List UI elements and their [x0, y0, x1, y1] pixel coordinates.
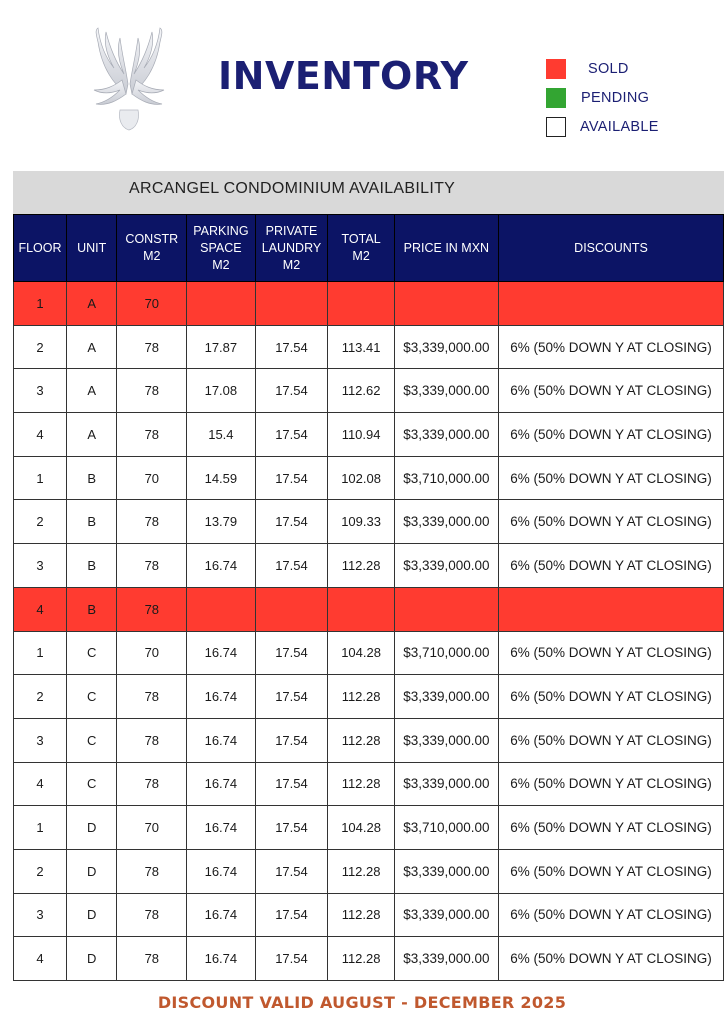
table-body: [14, 282, 724, 981]
floor-cell: 3: [14, 544, 67, 588]
unit-cell: D: [66, 806, 116, 850]
discount-cell: 6% (50% DOWN Y AT CLOSING): [498, 718, 723, 762]
table-row: [14, 718, 724, 762]
discount-cell: 6% (50% DOWN Y AT CLOSING): [498, 325, 723, 369]
unit-cell: B: [66, 500, 116, 544]
price-cell: $3,710,000.00: [394, 456, 498, 500]
constr-cell: 78: [117, 587, 187, 631]
laundry-cell: 17.54: [255, 456, 328, 500]
status-legend: [546, 54, 659, 141]
floor-cell: 4: [14, 762, 67, 806]
parking-cell: 17.08: [187, 369, 255, 413]
floor-cell: 4: [14, 413, 67, 457]
laundry-cell: 17.54: [255, 544, 328, 588]
discount-cell: 6% (50% DOWN Y AT CLOSING): [498, 849, 723, 893]
table-row: [14, 369, 724, 413]
parking-cell: 16.74: [187, 762, 255, 806]
total-cell: 102.08: [328, 456, 394, 500]
table-row: [14, 456, 724, 500]
laundry-cell: 17.54: [255, 806, 328, 850]
available-swatch: [546, 117, 566, 137]
constr-cell: 78: [117, 500, 187, 544]
table-row: [14, 631, 724, 675]
laundry-cell: 17.54: [255, 413, 328, 457]
total-cell: 112.28: [328, 544, 394, 588]
price-cell: $3,339,000.00: [394, 413, 498, 457]
table-row: [14, 937, 724, 981]
legend-label-pending: PENDING: [581, 89, 650, 106]
constr-cell: 78: [117, 544, 187, 588]
price-cell: $3,339,000.00: [394, 675, 498, 719]
legend-item-sold: [546, 54, 659, 83]
discount-cell: 6% (50% DOWN Y AT CLOSING): [498, 500, 723, 544]
price-cell: $3,339,000.00: [394, 718, 498, 762]
floor-cell: 2: [14, 849, 67, 893]
page-title: INVENTORY: [218, 54, 469, 98]
inventory-table: [13, 214, 724, 981]
parking-cell: 16.74: [187, 675, 255, 719]
total-cell: 112.28: [328, 718, 394, 762]
column-header-parking: PARKING SPACE M2: [187, 215, 255, 282]
parking-cell: 16.74: [187, 544, 255, 588]
parking-cell: 16.74: [187, 806, 255, 850]
unit-cell: D: [66, 893, 116, 937]
price-cell: $3,339,000.00: [394, 369, 498, 413]
unit-cell: C: [66, 675, 116, 719]
banner-title: ARCANGEL CONDOMINIUM AVAILABILITY: [129, 180, 456, 197]
angel-wings-logo: [84, 24, 174, 134]
legend-item-available: [546, 112, 659, 141]
parking-cell: [187, 587, 255, 631]
total-cell: 110.94: [328, 413, 394, 457]
total-cell: 109.33: [328, 500, 394, 544]
laundry-cell: 17.54: [255, 718, 328, 762]
parking-cell: 16.74: [187, 893, 255, 937]
unit-cell: B: [66, 587, 116, 631]
laundry-cell: 17.54: [255, 325, 328, 369]
total-cell: [328, 587, 394, 631]
discount-cell: 6% (50% DOWN Y AT CLOSING): [498, 675, 723, 719]
laundry-cell: 17.54: [255, 369, 328, 413]
constr-cell: 78: [117, 325, 187, 369]
constr-cell: 78: [117, 937, 187, 981]
discount-cell: 6% (50% DOWN Y AT CLOSING): [498, 631, 723, 675]
table-row: [14, 282, 724, 326]
floor-cell: 4: [14, 937, 67, 981]
constr-cell: 70: [117, 456, 187, 500]
laundry-cell: 17.54: [255, 631, 328, 675]
floor-cell: 4: [14, 587, 67, 631]
price-cell: $3,710,000.00: [394, 806, 498, 850]
constr-cell: 78: [117, 762, 187, 806]
column-header-unit: UNIT: [66, 215, 116, 282]
parking-cell: 13.79: [187, 500, 255, 544]
table-row: [14, 806, 724, 850]
floor-cell: 1: [14, 631, 67, 675]
constr-cell: 78: [117, 893, 187, 937]
unit-cell: D: [66, 937, 116, 981]
price-cell: $3,339,000.00: [394, 893, 498, 937]
table-row: [14, 675, 724, 719]
price-cell: $3,710,000.00: [394, 631, 498, 675]
price-cell: [394, 587, 498, 631]
constr-cell: 78: [117, 849, 187, 893]
price-cell: $3,339,000.00: [394, 544, 498, 588]
price-cell: $3,339,000.00: [394, 937, 498, 981]
total-cell: 112.28: [328, 937, 394, 981]
unit-cell: C: [66, 631, 116, 675]
legend-label-sold: SOLD: [588, 60, 629, 77]
sold-swatch: [546, 59, 566, 79]
laundry-cell: 17.54: [255, 500, 328, 544]
parking-cell: 14.59: [187, 456, 255, 500]
column-header-constr: CONSTR M2: [117, 215, 187, 282]
column-header-total: TOTAL M2: [328, 215, 394, 282]
column-header-laundry: PRIVATE LAUNDRY M2: [255, 215, 328, 282]
parking-cell: 15.4: [187, 413, 255, 457]
table-row: [14, 849, 724, 893]
discount-cell: 6% (50% DOWN Y AT CLOSING): [498, 413, 723, 457]
discount-cell: 6% (50% DOWN Y AT CLOSING): [498, 806, 723, 850]
discount-note: DISCOUNT VALID AUGUST - DECEMBER 2025: [157, 993, 567, 1012]
parking-cell: 16.74: [187, 849, 255, 893]
discount-cell: [498, 282, 723, 326]
parking-cell: [187, 282, 255, 326]
price-cell: [394, 282, 498, 326]
column-header-discounts: DISCOUNTS: [498, 215, 723, 282]
column-header-price: PRICE IN MXN: [394, 215, 498, 282]
laundry-cell: 17.54: [255, 762, 328, 806]
floor-cell: 3: [14, 893, 67, 937]
table-row: [14, 893, 724, 937]
total-cell: 104.28: [328, 631, 394, 675]
table-row: [14, 413, 724, 457]
unit-cell: D: [66, 849, 116, 893]
floor-cell: 3: [14, 369, 67, 413]
total-cell: 112.28: [328, 893, 394, 937]
floor-cell: 1: [14, 806, 67, 850]
laundry-cell: 17.54: [255, 937, 328, 981]
constr-cell: 70: [117, 806, 187, 850]
discount-cell: [498, 587, 723, 631]
floor-cell: 2: [14, 325, 67, 369]
discount-cell: 6% (50% DOWN Y AT CLOSING): [498, 937, 723, 981]
laundry-cell: 17.54: [255, 849, 328, 893]
constr-cell: 78: [117, 675, 187, 719]
column-header-floor: FLOOR: [14, 215, 67, 282]
floor-cell: 1: [14, 456, 67, 500]
unit-cell: A: [66, 413, 116, 457]
parking-cell: 17.87: [187, 325, 255, 369]
price-cell: $3,339,000.00: [394, 849, 498, 893]
unit-cell: A: [66, 369, 116, 413]
floor-cell: 3: [14, 718, 67, 762]
laundry-cell: 17.54: [255, 893, 328, 937]
table-row: [14, 500, 724, 544]
unit-cell: B: [66, 456, 116, 500]
parking-cell: 16.74: [187, 631, 255, 675]
floor-cell: 1: [14, 282, 67, 326]
table-row: [14, 544, 724, 588]
total-cell: 112.62: [328, 369, 394, 413]
laundry-cell: 17.54: [255, 675, 328, 719]
total-cell: 112.28: [328, 675, 394, 719]
price-cell: $3,339,000.00: [394, 500, 498, 544]
table-row: [14, 587, 724, 631]
total-cell: 113.41: [328, 325, 394, 369]
total-cell: 104.28: [328, 806, 394, 850]
parking-cell: 16.74: [187, 718, 255, 762]
table-header-row: [14, 215, 724, 282]
discount-cell: 6% (50% DOWN Y AT CLOSING): [498, 762, 723, 806]
table-row: [14, 762, 724, 806]
unit-cell: C: [66, 762, 116, 806]
table-row: [14, 325, 724, 369]
legend-item-pending: [546, 83, 659, 112]
discount-cell: 6% (50% DOWN Y AT CLOSING): [498, 369, 723, 413]
constr-cell: 78: [117, 369, 187, 413]
discount-cell: 6% (50% DOWN Y AT CLOSING): [498, 893, 723, 937]
availability-banner: [13, 171, 724, 214]
floor-cell: 2: [14, 500, 67, 544]
floor-cell: 2: [14, 675, 67, 719]
unit-cell: A: [66, 325, 116, 369]
total-cell: 112.28: [328, 762, 394, 806]
unit-cell: C: [66, 718, 116, 762]
parking-cell: 16.74: [187, 937, 255, 981]
laundry-cell: [255, 587, 328, 631]
constr-cell: 78: [117, 413, 187, 457]
unit-cell: A: [66, 282, 116, 326]
laundry-cell: [255, 282, 328, 326]
discount-cell: 6% (50% DOWN Y AT CLOSING): [498, 544, 723, 588]
constr-cell: 78: [117, 718, 187, 762]
constr-cell: 70: [117, 282, 187, 326]
constr-cell: 70: [117, 631, 187, 675]
pending-swatch: [546, 88, 566, 108]
price-cell: $3,339,000.00: [394, 762, 498, 806]
total-cell: [328, 282, 394, 326]
price-cell: $3,339,000.00: [394, 325, 498, 369]
total-cell: 112.28: [328, 849, 394, 893]
discount-cell: 6% (50% DOWN Y AT CLOSING): [498, 456, 723, 500]
unit-cell: B: [66, 544, 116, 588]
legend-label-available: AVAILABLE: [580, 118, 659, 135]
